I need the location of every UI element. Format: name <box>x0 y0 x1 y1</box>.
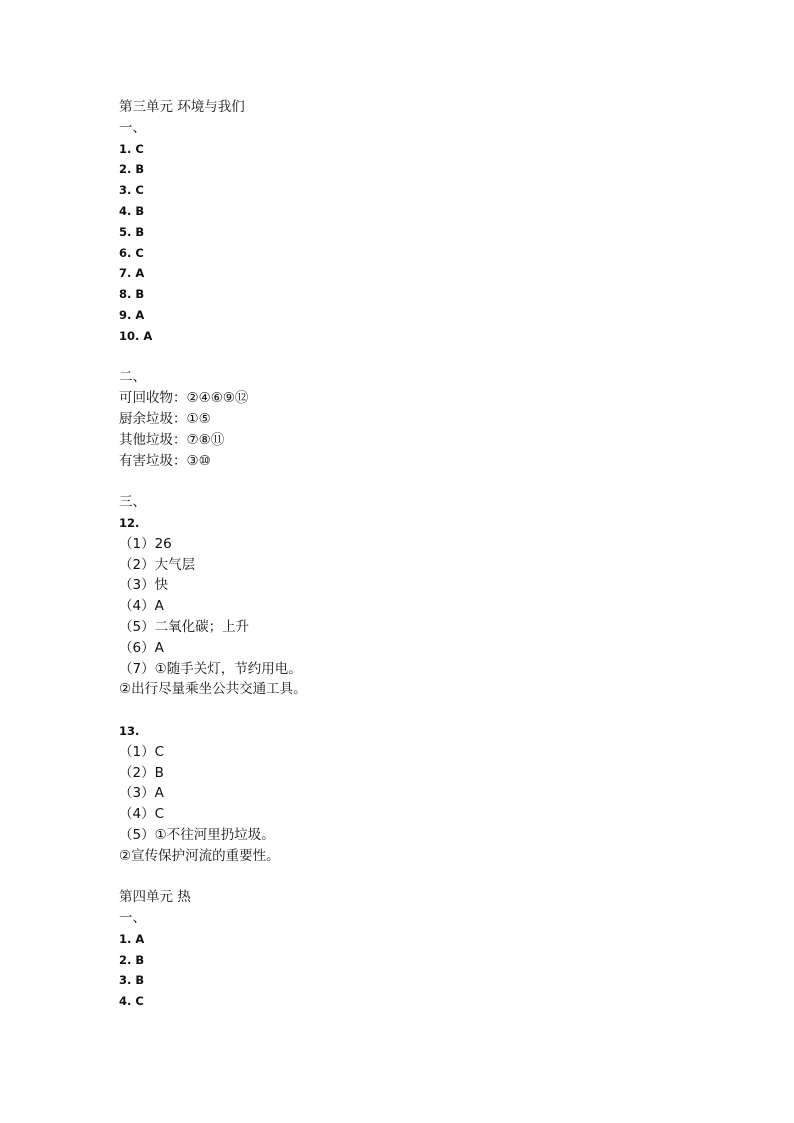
sorting-line-recyclable: 可回收物：②④⑥⑨⑫ <box>119 390 249 407</box>
q12-answer-line: （3）快 <box>119 577 169 594</box>
q13-answer-line: （1）C <box>119 743 165 760</box>
answer-item: 1. A <box>119 931 145 946</box>
answer-item: 1. C <box>119 141 144 156</box>
answer-item: 4. C <box>119 994 144 1009</box>
unit3-title: 第三单元 环境与我们 <box>119 99 245 115</box>
answer-item: 4. B <box>119 203 145 218</box>
question-12-number: 12. <box>119 515 140 530</box>
answer-item: 6. C <box>119 245 144 260</box>
answer-item: 7. A <box>119 266 145 281</box>
q12-answer-line: （2）大气层 <box>119 556 196 573</box>
q12-answer-line: （6）A <box>119 639 164 656</box>
unit3-section1-heading: 一、 <box>119 119 146 136</box>
q12-answer-line: （4）A <box>119 598 164 615</box>
q13-answer-line: （5）①不往河里扔垃圾。 <box>119 826 275 843</box>
spacer <box>119 471 719 492</box>
sorting-line-other: 其他垃圾：⑦⑧⑪ <box>119 431 225 448</box>
answer-item: 10. A <box>119 328 153 343</box>
q13-answer-line: （4）C <box>119 806 165 823</box>
answer-item: 3. B <box>119 973 145 988</box>
unit3-section3-heading: 三、 <box>119 494 146 511</box>
q13-answer-line: ②宣传保护河流的重要性。 <box>119 847 280 864</box>
spacer <box>119 700 719 721</box>
answer-item: 9. A <box>119 307 145 322</box>
q12-answer-line: （5）二氧化碳；上升 <box>119 618 250 635</box>
unit4-section1-heading: 一、 <box>119 910 146 927</box>
answer-key-content <box>119 97 719 1012</box>
q12-answer-line: （1）26 <box>119 535 172 552</box>
sorting-line-kitchen: 厨余垃圾：①⑤ <box>119 410 211 427</box>
unit3-section2-heading: 二、 <box>119 369 146 386</box>
q13-answer-line: （3）A <box>119 785 164 802</box>
q12-answer-line: （7）①随手关灯，节约用电。 <box>119 660 302 677</box>
spacer <box>119 866 719 887</box>
question-13-number: 13. <box>119 723 140 738</box>
answer-item: 2. B <box>119 952 145 967</box>
q13-answer-line: （2）B <box>119 764 164 781</box>
answer-item: 8. B <box>119 287 145 302</box>
q12-answer-line: ②出行尽量乘坐公共交通工具。 <box>119 681 307 698</box>
answer-item: 2. B <box>119 162 145 177</box>
sorting-line-hazardous: 有害垃圾：③⑩ <box>119 452 211 469</box>
unit4-title: 第四单元 热 <box>119 889 191 906</box>
answer-item: 3. C <box>119 183 144 198</box>
answer-item: 5. B <box>119 224 145 239</box>
spacer <box>119 347 719 368</box>
